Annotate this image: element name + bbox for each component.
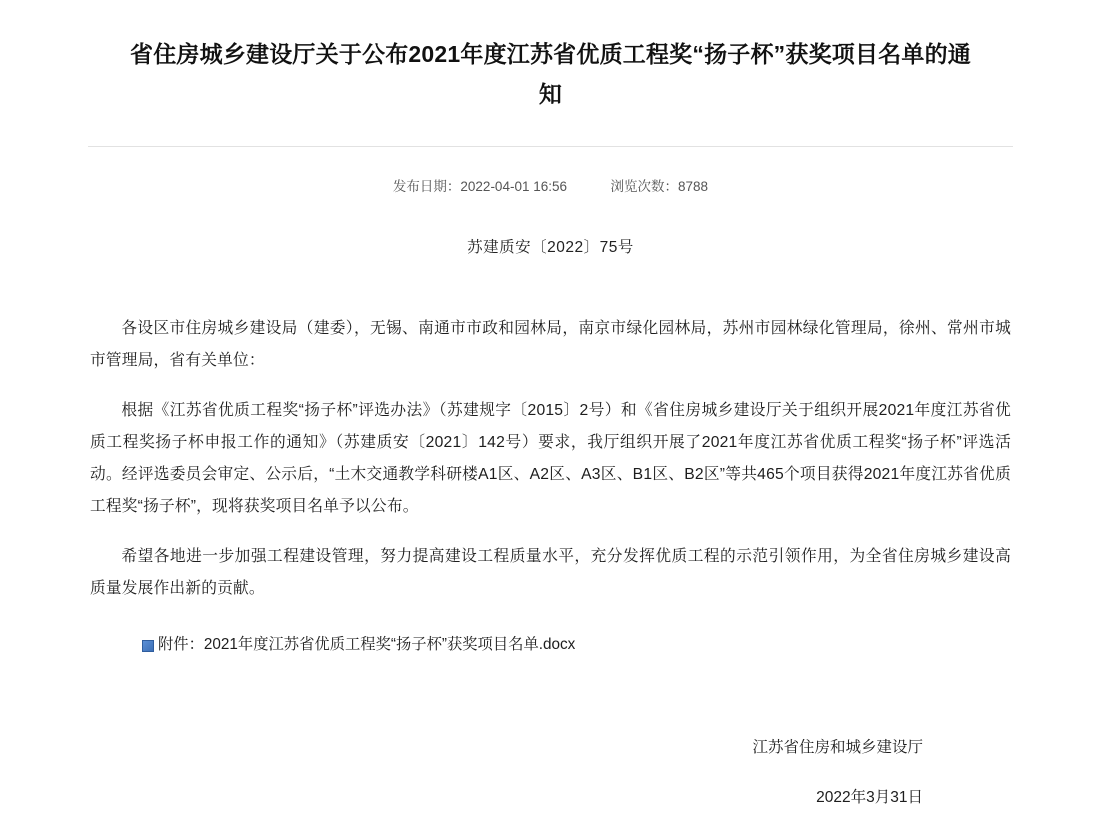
- document-number: 苏建质安〔2022〕75号: [467, 239, 634, 256]
- page-title: 省住房城乡建设厅关于公布2021年度江苏省优质工程奖“扬子杯”获奖项目名单的通知: [130, 41, 971, 107]
- issue-date: 2022年3月31日: [816, 789, 923, 806]
- issuer-signature: 江苏省住房和城乡建设厅: [752, 739, 923, 756]
- paragraph-basis: 根据《江苏省优质工程奖“扬子杯”评选办法》（苏建规字〔2015〕2号）和《省住房城乡建设厅关于组织开展2021年度江苏省优质工程奖扬子杯申报工作的通知》（苏建质安〔2021〕142号）要求，我厅组织开展了2021年度江苏省优质工程奖“扬子杯”评选活动。经评选委员会审定、公示后，“土木交通教学科研楼A1区、A2区、A3区、B1区、B2区”等共465个项目获得2021年度江苏省优质工程奖“扬子杯”，现将获奖项目名单予以公布。: [90, 402, 1011, 515]
- paragraph-recipients: 各设区市住房城乡建设局（建委），无锡、南通市市政和园林局，南京市绿化园林局，苏州市园林绿化管理局，徐州、常州市城市管理局，省有关单位：: [90, 320, 1011, 369]
- paragraph-closing: 希望各地进一步加强工程建设管理，努力提高建设工程质量水平，充分发挥优质工程的示范引领作用，为全省住房城乡建设高质量发展作出新的贡献。: [90, 548, 1011, 597]
- docx-file-icon: [142, 640, 154, 652]
- attachment-row[interactable]: [90, 631, 1011, 659]
- attachment-link[interactable]: 附件：2021年度江苏省优质工程奖“扬子杯”获奖项目名单.docx: [158, 636, 576, 653]
- document-meta: [88, 146, 1013, 195]
- document-body: [0, 313, 1101, 815]
- view-count: 浏览次数：8788: [610, 179, 709, 194]
- publish-date: 发布日期：2022-04-01 16:56: [392, 179, 567, 194]
